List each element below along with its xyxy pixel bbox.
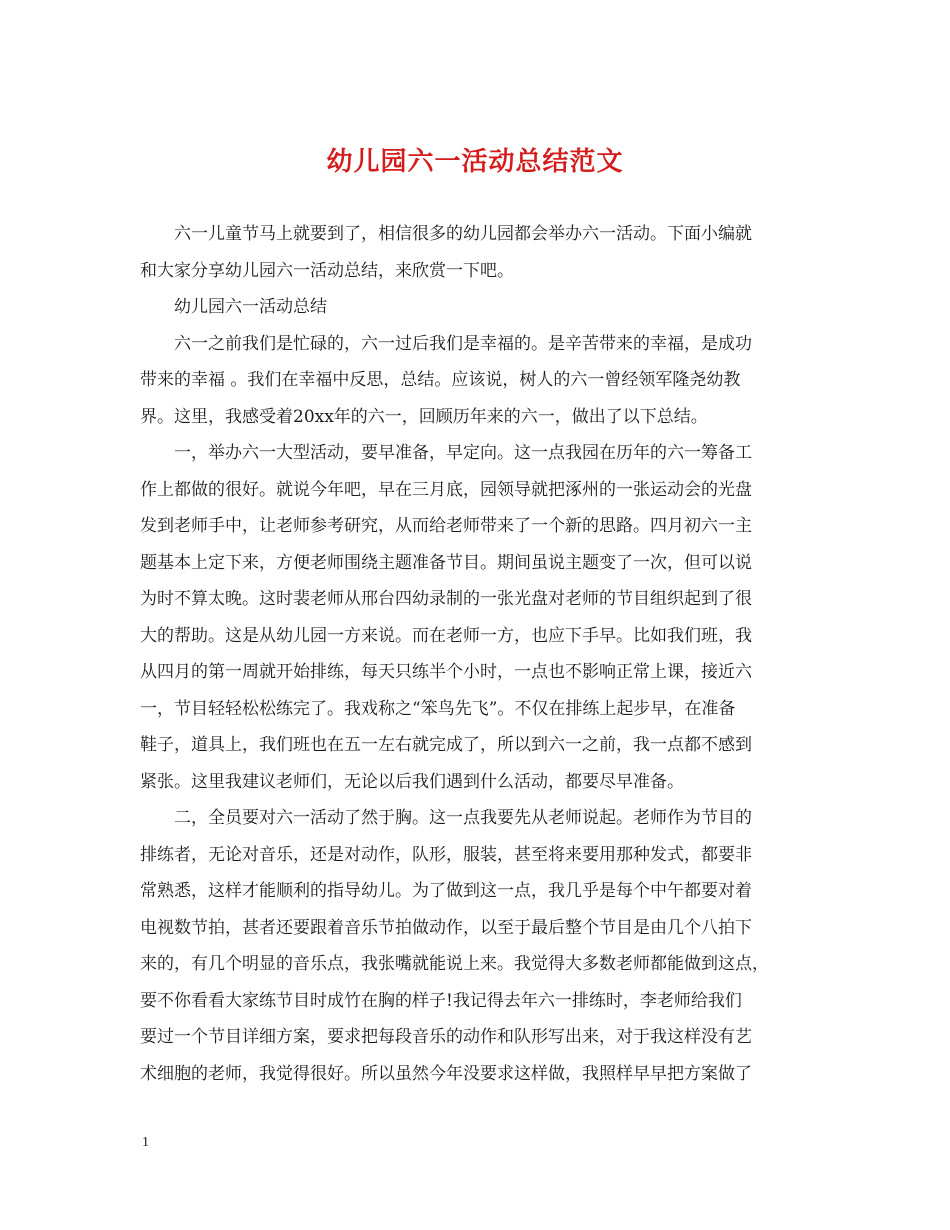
text-line: 界。这里，我感受着20xx年的六一，回顾历年来的六一，做出了以下总结。 [140, 406, 708, 427]
text-line: 六一之前我们是忙碌的，六一过后我们是幸福的。是辛苦带来的幸福，是成功 [174, 333, 752, 354]
text-line: 要不你看看大家练节目时成竹在胸的样子!我记得去年六一排练时，李老师给我们 [140, 990, 742, 1011]
text-line: 排练者，无论对音乐，还是对动作，队形，服装，甚至将来要用那种发式，都要非 [140, 844, 752, 865]
text-line: 术细胞的老师，我觉得很好。所以虽然今年没要求这样做，我照样早早把方案做了 [140, 1063, 752, 1084]
text-line: 幼儿园六一活动总结 [174, 297, 327, 317]
text-line: 常熟悉，这样才能顺利的指导幼儿。为了做到这一点，我几乎是每个中午都要对着 [140, 881, 752, 901]
text-line: 电视数节拍，甚者还要跟着音乐节拍做动作，以至于最后整个节目是由几个八拍下 [140, 917, 752, 938]
text-line: 和大家分享幼儿园六一活动总结，来欣赏一下吧。 [140, 260, 514, 281]
document-title: 幼儿园六一活动总结范文 [326, 147, 624, 177]
text-line: 一，举办六一大型活动，要早准备，早定向。这一点我园在历年的六一筹备工 [174, 443, 752, 463]
text-line: 带来的幸福 。我们在幸福中反思，总结。应该说，树人的六一曾经领军隆尧幼教 [140, 370, 741, 390]
text-line: 紧张。这里我建议老师们，无论以后我们遇到什么活动，都要尽早准备。 [140, 771, 684, 792]
text-line: 为时不算太晚。这时裴老师从邢台四幼录制的一张光盘对老师的节目组织起到了很 [140, 589, 752, 609]
text-line: 大的帮助。这是从幼儿园一方来说。而在老师一方，也应下手早。比如我们班，我 [140, 625, 752, 646]
text-line: 二，全员要对六一活动了然于胸。这一点我要先从老师说起。老师作为节目的 [174, 808, 752, 828]
text-line: 作上都做的很好。就说今年吧，早在三月底，园领导就把涿州的一张运动会的光盘 [140, 479, 752, 500]
text-line: 发到老师手中，让老师参考研究，从而给老师带来了一个新的思路。四月初六一主 [140, 516, 752, 536]
text-line: 一，节目轻轻松松练完了。我戏称之“笨鸟先飞”。不仅在排练上起步早，在准备 [140, 698, 736, 719]
page-number: 1 [142, 1135, 149, 1150]
text-line: 来的，有几个明显的音乐点，我张嘴就能说上来。我觉得大多数老师都能做到这点， [140, 954, 769, 974]
text-line: 从四月的第一周就开始排练，每天只练半个小时，一点也不影响正常上课，接近六 [140, 662, 752, 682]
text-line: 要过一个节目详细方案，要求把每段音乐的动作和队形写出来，对于我这样没有艺 [140, 1027, 752, 1047]
document-body [140, 216, 820, 1092]
text-line: 六一儿童节马上就要到了，相信很多的幼儿园都会举办六一活动。下面小编就 [174, 224, 752, 244]
text-line: 鞋子，道具上，我们班也在五一左右就完成了，所以到六一之前，我一点都不感到 [140, 735, 752, 755]
text-line: 题基本上定下来，方便老师围绕主题准备节目。期间虽说主题变了一次，但可以说 [140, 552, 752, 573]
